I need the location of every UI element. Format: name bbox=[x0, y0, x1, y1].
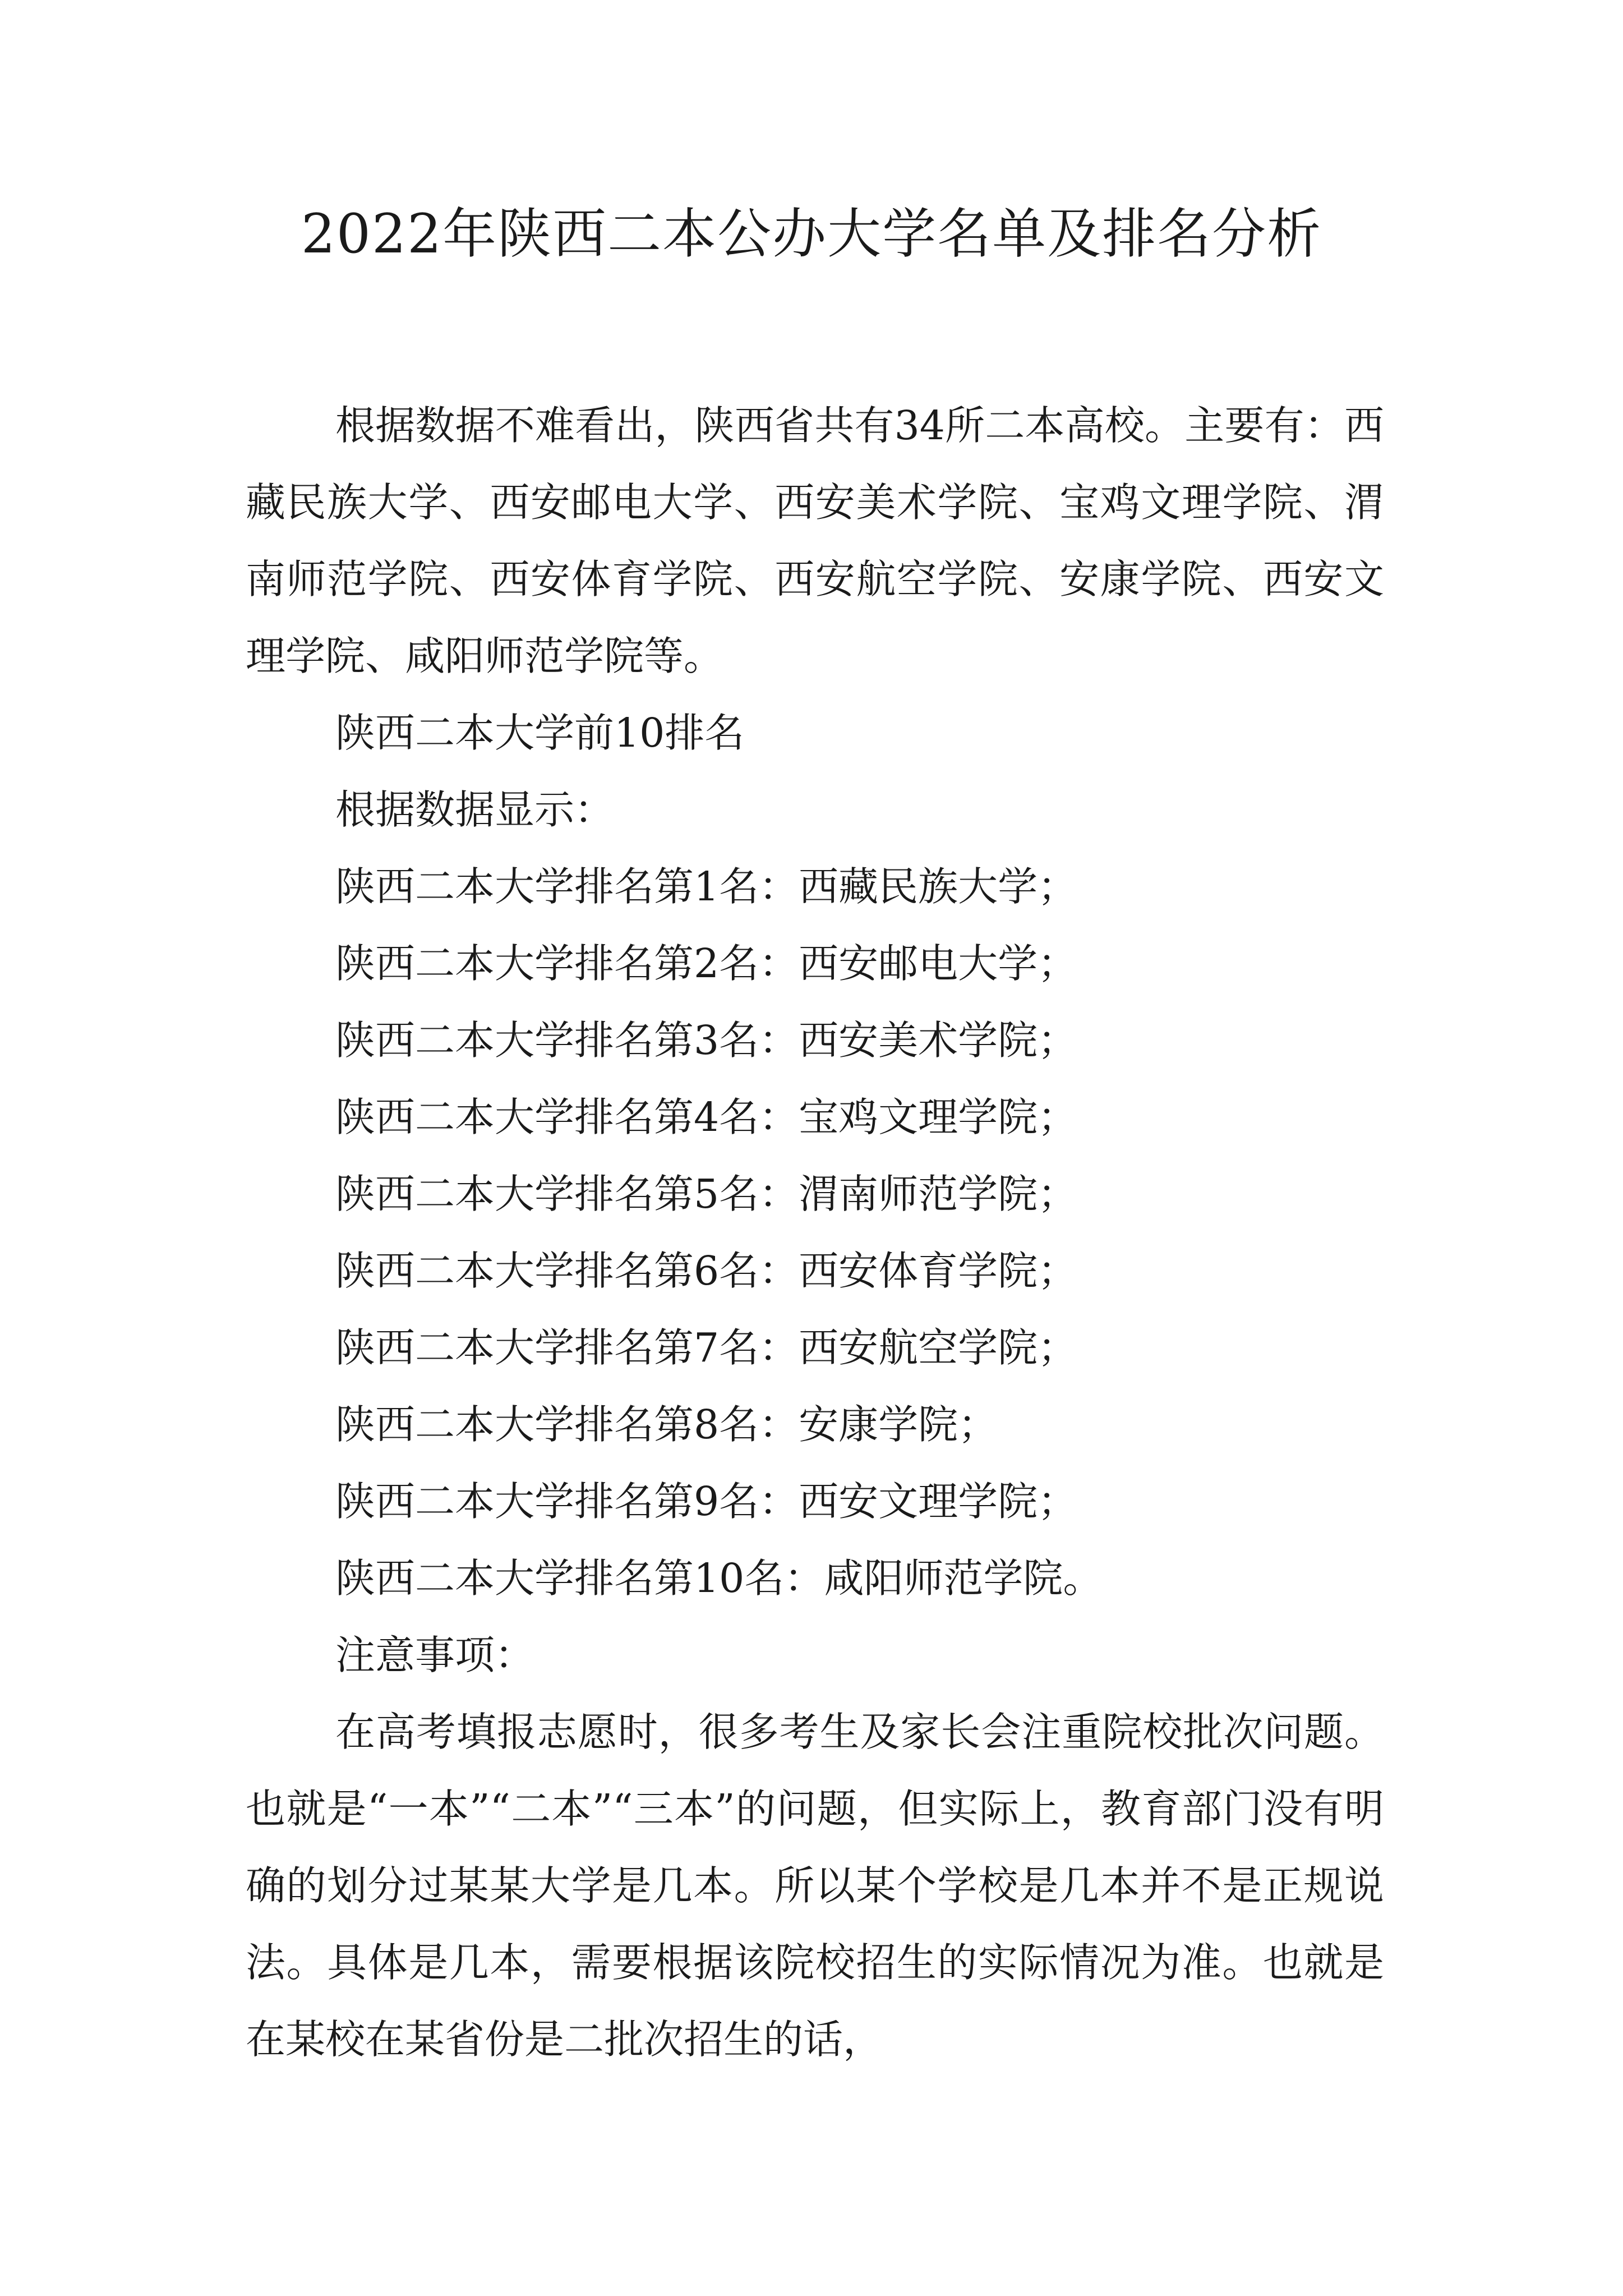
ranking-item: 陕西二本大学排名第8名：安康学院； bbox=[335, 1401, 998, 1448]
ranking-item: 陕西二本大学排名第7名：西安航空学院； bbox=[335, 1324, 1078, 1371]
data-shows-line: 根据数据显示： bbox=[335, 786, 615, 833]
ranking-item: 陕西二本大学排名第10名：咸阳师范学院。 bbox=[335, 1555, 1103, 1602]
ranking-item: 陕西二本大学排名第2名：西安邮电大学； bbox=[335, 940, 1078, 987]
top10-heading: 陕西二本大学前10排名 bbox=[335, 710, 745, 756]
ranking-item: 陕西二本大学排名第5名：渭南师范学院； bbox=[335, 1171, 1078, 1217]
ranking-item: 陕西二本大学排名第4名：宝鸡文理学院； bbox=[335, 1094, 1078, 1140]
ranking-item: 陕西二本大学排名第1名：西藏民族大学； bbox=[335, 863, 1078, 910]
document-body bbox=[246, 387, 1384, 2078]
intro-paragraph: 根据数据不难看出，陕西省共有34所二本高校。主要有：西藏民族大学、西安邮电大学、西安美术学院、宝鸡文理学院、渭南师范学院、西安体育学院、西安航空学院、安康学院、西安文理学院、咸阳师范学院等。 bbox=[246, 402, 1384, 679]
notes-heading: 注意事项： bbox=[335, 1632, 535, 1678]
notes-paragraph: 在高考填报志愿时，很多考生及家长会注重院校批次问题。也就是“一本”“二本”“三本”的问题，但实际上，教育部门没有明确的划分过某某大学是几本。所以某个学校是几本并不是正规说法。具体是几本，需要根据该院校招生的实际情况为准。也就是在某校在某省份是二批次招生的话， bbox=[246, 1709, 1384, 2063]
ranking-item: 陕西二本大学排名第6名：西安体育学院； bbox=[335, 1248, 1078, 1294]
ranking-item: 陕西二本大学排名第9名：西安文理学院； bbox=[335, 1478, 1078, 1525]
ranking-item: 陕西二本大学排名第3名：西安美术学院； bbox=[335, 1017, 1078, 1064]
document-title: 2022年陕西二本公办大学名单及排名分析 bbox=[301, 203, 1322, 265]
